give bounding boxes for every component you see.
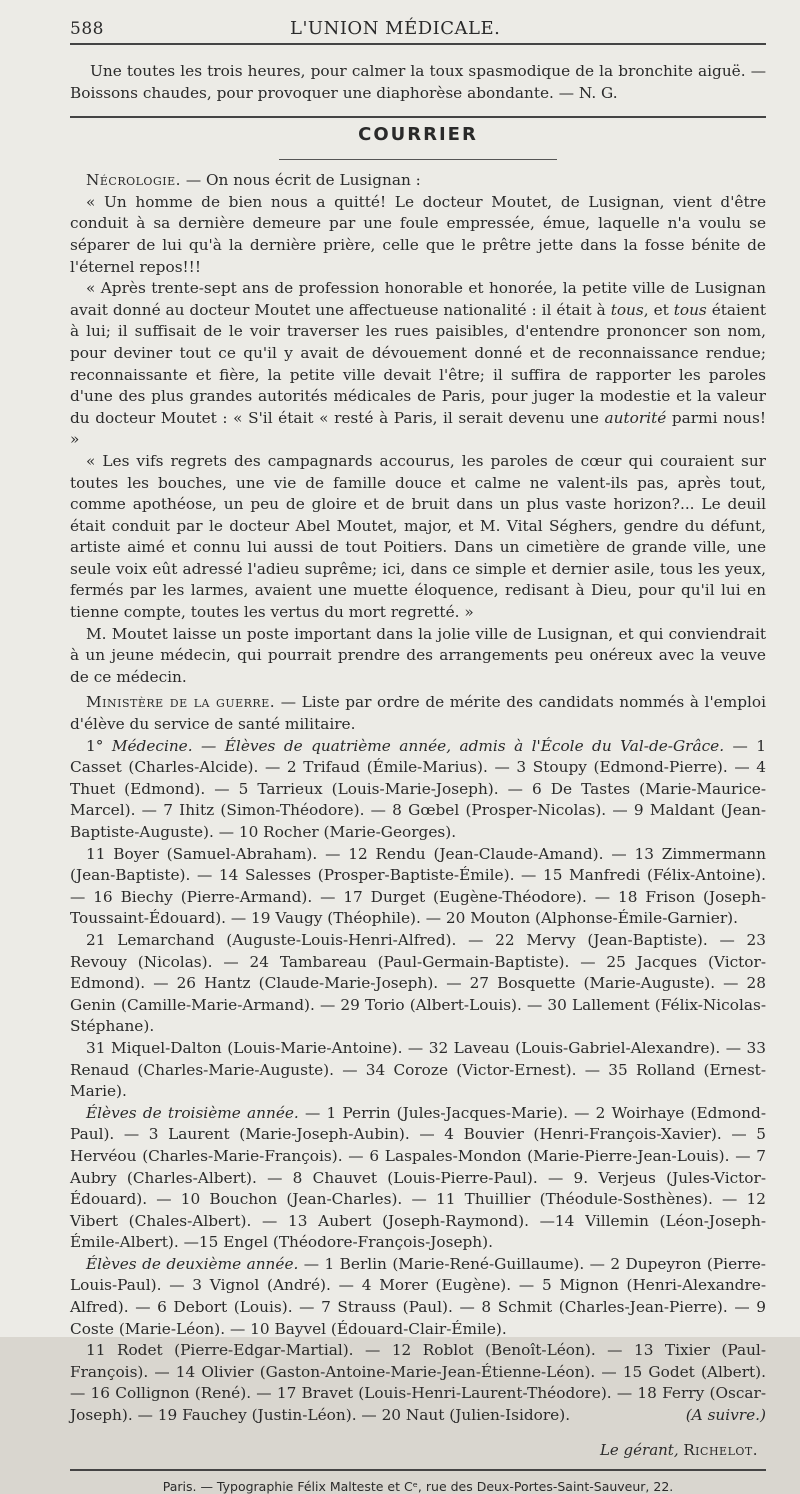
list-2e-annee-11-20-text: 11 Rodet (Pierre-Edgar-Martial). — 12 Roblot (Benoît-Léon). — 13 Tixier (Paul-François). — 14 Olivier (Gaston-Antoine-Marie-Jean-Étienne-Léon). — 15 Godet (Albert). — 16 Collignon (René). — 17 Bravet (Louis-Henri-Laurent-Théodore). — 18 Ferry (Oscar-Joseph). — 19 Fauchey (Justin-Léon). — 20 Naut (Julien-Isidore). [70, 1341, 766, 1425]
necrologie-lead [70, 170, 766, 192]
list-2e-annee-11-20 [70, 1340, 766, 1426]
ministere-lead [70, 692, 766, 735]
sub1-text: — 1 Casset (Charles-Alcide). — 2 Trifaud (Émile-Marius). — 3 Stoupy (Edmond-Pierre). — 4 Thuet (Edmond). — 5 Tarrieux (Louis-Marie-Joseph). — 6 De Tastes (Marie-Maurice-Marcel). — 7 Ihitz (Simon-Théodore). — 8 Gœbel (Prosper-Nicolas). — 9 Maldant (Jean-Baptiste-Auguste). — 10 Rocher (Marie-Georges). [70, 736, 766, 841]
sub2-text: — 1 Perrin (Jules-Jacques-Marie). — 2 Woirhaye (Edmond-Paul). — 3 Laurent (Marie-Joseph-Aubin). — 4 Bouvier (Henri-François-Xavier). — 5 Hervéou (Charles-Marie-François). — 6 Laspales-Mondon (Marie-Pierre-Jean-Louis). — 7 Aubry (Charles-Albert). — 8 Chauvet (Louis-Pierre-Paul). — 9. Verjeus (Jules-Victor-Édouard). — 10 Bouchon (Jean-Charles). — 11 Thuillier (Théodule-Sosthènes). — 12 Vibert (Chales-Albert). — 13 Aubert (Joseph-Raymond). —14 Villemin (Léon-Joseph-Émile-Albert). —15 Engel (Théodore-François-Joseph). [70, 1103, 766, 1252]
list-21-30: 21 Lemarchand (Auguste-Louis-Henri-Alfred). — 22 Mervy (Jean-Baptiste). — 23 Revouy (Nicolas). — 24 Tambareau (Paul-Germain-Baptiste). — 25 Jacques (Victor-Edmond). — 26 Hantz (Claude-Marie-Joseph). — 27 Bosquette (Marie-Auguste). — 28 Genin (Camille-Marie-Armand). — 29 Torio (Albert-Louis). — 30 Lallement (Félix-Nicolas-Stéphane). [70, 930, 766, 1036]
printer-footer: Paris. — Typographie Félix Malteste et Cᵉ, rue des Deux-Portes-Saint-Sauveur, 22. [162, 1478, 674, 1494]
list-31-35: 31 Miquel-Dalton (Louis-Marie-Antoine). — 32 Laveau (Louis-Gabriel-Alexandre). — 33 Renaud (Charles-Marie-Auguste). — 34 Coroze (Victor-Ernest). — 35 Rolland (Ernest-Marie). [70, 1038, 766, 1101]
signature-label: Le gérant, [599, 1440, 679, 1459]
sub3-title: Élèves de deuxième année. [86, 1254, 299, 1273]
page-header [70, 18, 766, 39]
necrologie-p3: « Les vifs regrets des campagnards accourus, les paroles de cœur qui couraient sur toutes les bouches, une vie de famille douce et calme ne valent-ils pas, après tout, comme apothéose, un peu de gloire et de bruit dans un plus vaste horizon?... Le deuil était conduit par le docteur Abel Moutet, major, et M. Vital Séghers, gendre du défunt, artiste aimé et connu lui aussi de tout Poitiers. Dans un cimetière de grande ville, une seule voix eût adressé l'adieu suprême; ici, dans ce simple et dernier asile, tous les yeux, fermés par les larmes, avaient une muette éloquence, redisant à Dieu, pour qu'il lui en tienne compte, toutes les vertus du mort regretté. » [70, 451, 766, 622]
header-rule [70, 43, 766, 45]
signature-name: Richelot. [683, 1440, 758, 1459]
necrologie-p2 [70, 278, 766, 451]
p2-part-c: étaient à lui; il suffisait de le voir traverser les rues paisibles, d'entendre prononcer son nom, pour deviner tout ce qu'il y avait de dévouement donné et de reconnaissance rendue; reconnaissante et fière, la petite ville devait l'être; il suffira de rapporter les paroles d'une des plus grandes autorités médicales de Paris, pour juger la modestie et la valeur du docteur Moutet : « S'il était « resté à Paris, il serait devenu une [70, 300, 766, 427]
courrier-section [70, 116, 766, 160]
sub1-title: Médecine. — Élèves de quatrième année, admis à l'École du Val-de-Grâce. [111, 736, 725, 755]
necrologie-lead-text: — On nous écrit de Lusignan : [185, 171, 421, 190]
intro-paragraph: Une toutes les trois heures, pour calmer la toux spasmodique de la bronchite aiguë. — Boissons chaudes, pour provoquer une diaphorèse abondante. — N. G. [70, 62, 766, 102]
sub3-text: — 1 Berlin (Marie-René-Guillaume). — 2 Dupeyron (Pierre-Louis-Paul). — 3 Vignol (André). — 4 Morer (Eugène). — 5 Mignon (Henri-Alexandre-Alfred). — 6 Debort (Louis). — 7 Strauss (Paul). — 8 Schmit (Charles-Jean-Pierre). — 9 Coste (Marie-Léon). — 10 Bayvel (Édouard-Clair-Émile). [70, 1254, 766, 1338]
ministere-label: Ministère de la guerre. [86, 693, 276, 712]
necrologie-p1: « Un homme de bien nous a quitté! Le docteur Moutet, de Lusignan, vient d'être conduit à sa dernière demeure par une foule empressée, émue, laquelle n'a voulu se séparer de lui qu'à la dernière prière, celle que le prêtre jette dans la fosse bénite de l'éternel repos!!! [70, 192, 766, 276]
footer-rule [70, 1469, 766, 1471]
p2-part-a: « Après trente-sept ans de profession honorable et honorée, la petite ville de Lusignan avait donné au docteur Moutet une affectueuse nationalité : il était à [70, 279, 766, 319]
section-rule-top [70, 116, 766, 118]
list-2e-annee [70, 1254, 766, 1340]
sub2-title: Élèves de troisième année. [86, 1103, 299, 1122]
journal-title: L'UNION MÉDICALE. [290, 18, 501, 39]
p2-autorite: autorité [604, 408, 667, 427]
p2-tous-1: tous [610, 300, 644, 319]
list-3e-annee [70, 1103, 766, 1254]
sub1-prefix: 1° [86, 736, 112, 755]
page-number: 588 [70, 19, 104, 39]
p2-part-b: , et [643, 300, 674, 319]
signature [70, 1441, 766, 1459]
necrologie-label: Nécrologie. [86, 171, 181, 190]
section-rule-bottom [279, 159, 557, 160]
p2-part-d: parmi nous! » [70, 408, 766, 449]
list-4e-annee [70, 736, 766, 844]
a-suivre: (A suivre.) [685, 1406, 766, 1425]
p2-tous-2: tous [673, 300, 707, 319]
list-11-20: 11 Boyer (Samuel-Abraham). — 12 Rendu (Jean-Claude-Amand). — 13 Zimmermann (Jean-Baptiste). — 14 Salesses (Prosper-Baptiste-Émile). — 15 Manfredi (Félix-Antoine). — 16 Biechy (Pierre-Armand). — 17 Durget (Eugène-Théodore). — 18 Frison (Joseph-Toussaint-Édouard). — 19 Vaugy (Théophile). — 20 Mouton (Alphonse-Émile-Garnier). [70, 844, 766, 928]
ministere-lead-text: — Liste par ordre de mérite des candidats nommés à l'emploi d'élève du service de santé militaire. [70, 693, 766, 734]
necrologie-p4: M. Moutet laisse un poste important dans la jolie ville de Lusignan, et qui conviendrait à un jeune médecin, qui pourrait prendre des arrangements peu onéreux avec la veuve de ce médecin. [70, 624, 766, 686]
section-title: COURRIER [358, 124, 478, 146]
